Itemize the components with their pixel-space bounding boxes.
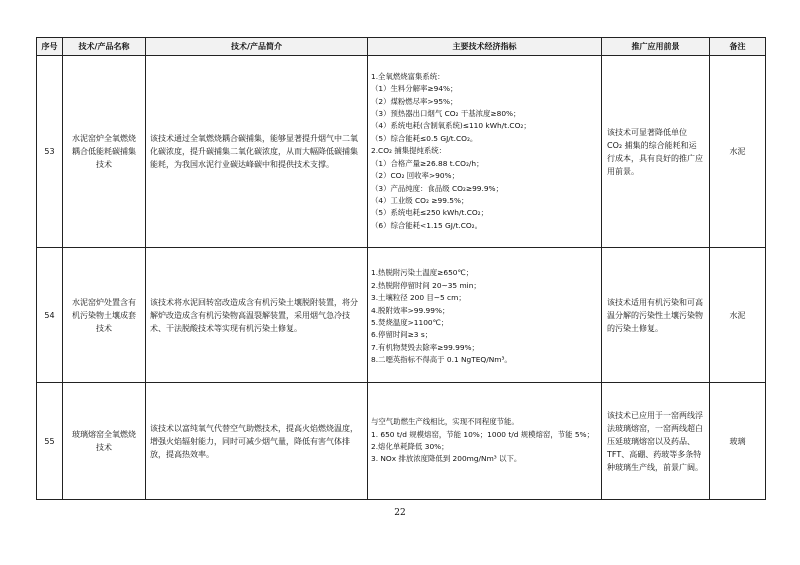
tech-name: 水泥窑炉全氧燃烧耦合低能耗碳捕集技术	[63, 56, 146, 248]
tech-remark: 水泥	[710, 56, 766, 248]
indicator-line: 5.焚烧温度>1100℃；	[371, 318, 449, 327]
indicator-line: （4）工业级 CO₂ ≥99.5%；	[371, 195, 469, 205]
header-indicators: 主要技术经济指标	[368, 38, 602, 56]
page-number: 22	[394, 508, 406, 518]
tech-indicators	[368, 248, 602, 383]
table-row	[37, 383, 766, 500]
indicator-line: 1.热脱附污染土温度≥650℃；	[371, 268, 474, 278]
header-remarks: 备注	[710, 38, 766, 56]
tech-indicators	[368, 383, 602, 500]
indicator-line: （4）系统电耗(含制氧系统)≤110 kWh/t.CO₂；	[371, 121, 531, 131]
indicator-line: 4.脱附效率>99.99%；	[371, 305, 450, 315]
table-row	[37, 56, 766, 248]
indicator-line: （1）生料分解率≥94%；	[371, 84, 458, 94]
tech-remark: 水泥	[710, 248, 766, 383]
tech-intro: 该技术以富纯氧气代替空气助燃技术，提高火焰燃烧温度，增强火焰辐射能力，同时可减少烟气量，降低有害气体排放，提高热效率。	[146, 383, 368, 500]
indicator-line: 1.全氧燃烧富集系统：	[371, 71, 445, 81]
tech-intro: 该技术将水泥回转窑改造成含有机污染土壤脱附装置，将分解炉改造成含有机污染物高温裂解装置，采用烟气急冷技术、干法脱酸技术等实现有机污染土修复。	[146, 248, 368, 383]
indicator-line: （5）综合能耗≤0.5 GJ/t.CO₂。	[371, 133, 478, 143]
header-tech-intro: 技术/产品简介	[146, 38, 368, 56]
indicator-line: （3）预热器出口烟气 CO₂ 干基浓度≥80%；	[371, 109, 521, 119]
indicator-line: （5）系统电耗≤250 kWh/t.CO₂；	[371, 208, 489, 218]
header-prospects: 推广应用前景	[602, 38, 710, 56]
indicator-line: 3. NOx 排放浓度降低到 200mg/Nm³ 以下。	[371, 454, 522, 464]
indicator-line: 8.二噁英指标不得高于 0.1 NgTEQ/Nm³。	[371, 355, 512, 365]
indicator-line: 2.热脱附停留时间 20~35 min；	[371, 280, 481, 290]
row-number: 53	[37, 56, 63, 248]
indicator-line: （3）产品纯度：食品级 CO₂≥99.9%；	[371, 183, 503, 193]
row-number: 54	[37, 248, 63, 383]
tech-prospects: 该技术可显著降低单位 CO₂ 捕集的综合能耗和运行成本，具有良好的推广应用前景。	[602, 56, 710, 248]
tech-prospects: 该技术适用有机污染和可高温分解的污染性土壤污染物的污染土修复。	[602, 248, 710, 383]
indicator-line: （2）CO₂ 回收率>90%；	[371, 171, 459, 181]
tech-indicators	[368, 56, 602, 248]
tech-name: 玻璃熔窑全氧燃烧技术	[63, 383, 146, 500]
table-header-row	[37, 38, 766, 56]
row-number: 55	[37, 383, 63, 500]
tech-intro: 该技术通过全氧燃烧耦合碳捕集，能够显著提升烟气中二氧化碳浓度，提升碳捕集二氧化碳浓度，从而大幅降低碳捕集能耗，为我国水泥行业碳达峰碳中和提供技术支撑。	[146, 56, 368, 248]
indicator-line: （1）合格产量≥26.88 t.CO₂/h；	[371, 158, 484, 168]
tech-name: 水泥窑炉处置含有机污染物土壤成套技术	[63, 248, 146, 383]
table-row	[37, 248, 766, 383]
tech-prospects: 该技术已应用于一窑两线浮法玻璃熔窑，一窑两线超白压延玻璃熔窑以及药品、TFT、高硼、药玻等多条特种玻璃生产线，前景广阔。	[602, 383, 710, 500]
indicator-line: 3.土壤粒径 200 目~5 cm；	[371, 293, 466, 303]
indicator-line: 7.有机物焚毁去除率≥99.99%；	[371, 342, 479, 352]
header-serial: 序号	[37, 38, 63, 56]
header-tech-name: 技术/产品名称	[63, 38, 146, 56]
tech-remark: 玻璃	[710, 383, 766, 500]
indicator-line: （6）综合能耗<1.15 GJ/t.CO₂。	[371, 220, 483, 230]
indicator-line: 2.CO₂ 捕集提纯系统：	[371, 146, 447, 156]
indicator-line: 与空气助燃生产线相比，实现不同程度节能。	[371, 417, 519, 427]
indicator-line: 6.停留时间≥3 s；	[371, 330, 433, 340]
indicator-line: 2.熔化单耗降低 30%；	[371, 442, 449, 451]
indicator-line: （2）煤粉燃尽率>95%；	[371, 96, 458, 106]
technology-table	[36, 37, 766, 500]
indicator-line: 1. 650 t/d 规模熔窑，节能 10%；1000 t/d 规模熔窑，节能 5%；	[371, 429, 594, 439]
